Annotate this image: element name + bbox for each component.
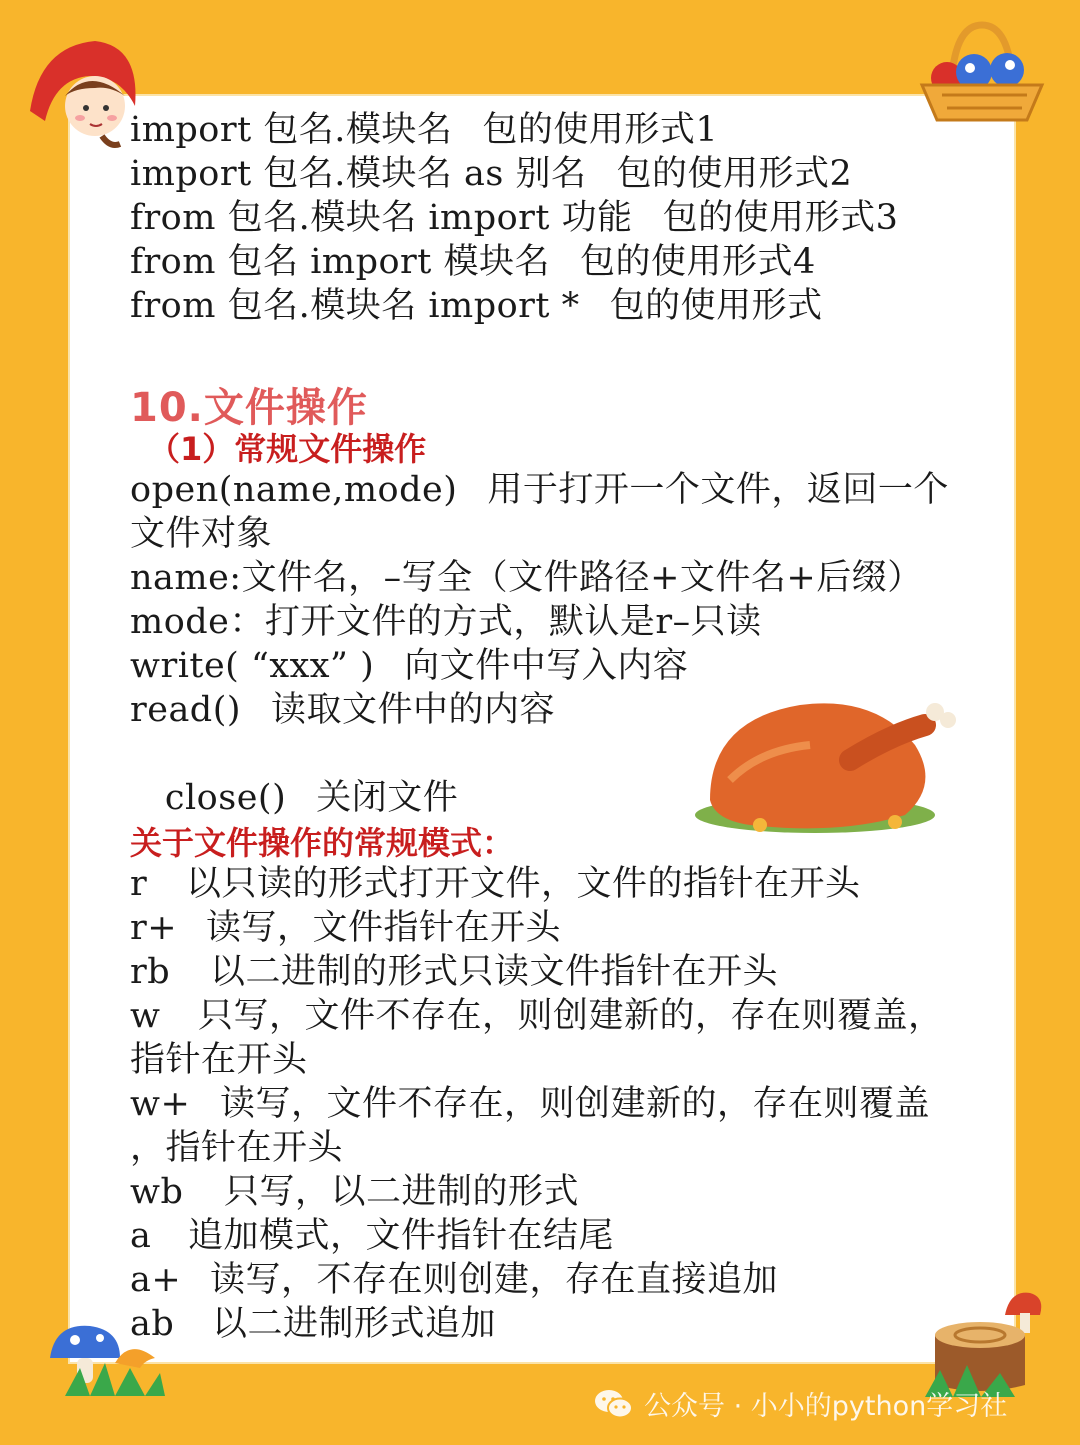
import-form-desc: 包的使用形式4 — [579, 242, 816, 282]
import-form-desc: 包的使用形式3 — [662, 198, 899, 238]
mode-desc: 以二进制的形式只读文件指针在开头 — [210, 952, 779, 992]
import-form-code: import 包名.模块名 — [130, 110, 453, 150]
roast-turkey-icon — [690, 690, 965, 845]
mode-row — [130, 1082, 930, 1126]
mode-row — [130, 950, 778, 994]
tree-stump-icon — [915, 1285, 1050, 1400]
file-op-code: open(name,mode) — [130, 470, 458, 510]
file-op-desc: 用于打开一个文件，返回一个 — [487, 470, 949, 510]
mode-key: r+ — [130, 908, 178, 948]
file-op-write — [130, 644, 688, 688]
mode-key: w+ — [130, 1084, 191, 1124]
file-op-desc: 关闭文件 — [316, 778, 459, 818]
mode-desc: 只写，以二进制的形式 — [224, 1172, 580, 1212]
import-form-desc: 包的使用形式1 — [482, 110, 719, 150]
mode-row — [130, 1214, 614, 1258]
mode-row-cont — [130, 1126, 343, 1170]
import-form-5 — [130, 284, 823, 328]
mode-desc: ，指针在开头 — [130, 1128, 344, 1168]
file-op-close — [130, 732, 458, 820]
mode-key: rb — [130, 952, 171, 992]
mode-key: a+ — [130, 1260, 182, 1300]
import-form-code: import 包名.模块名 as 别名 — [130, 154, 587, 194]
mode-desc: 以只读的形式打开文件，文件的指针在开头 — [186, 864, 861, 904]
fruit-basket-icon — [912, 20, 1052, 130]
mode-row — [130, 994, 944, 1038]
file-op-open-cont — [130, 512, 272, 556]
import-form-2 — [130, 152, 852, 196]
mode-key: a — [130, 1216, 152, 1256]
file-op-code: write( “xxx” ) — [130, 646, 375, 686]
file-op-desc: 向文件中写入内容 — [404, 646, 689, 686]
import-form-3 — [130, 196, 898, 240]
mode-key: ab — [130, 1304, 175, 1344]
wechat-icon — [594, 1388, 634, 1420]
mode-row-cont — [130, 1038, 308, 1082]
mode-key: r — [130, 864, 148, 904]
import-form-1 — [130, 108, 718, 152]
mode-row — [130, 1170, 579, 1214]
mode-key: wb — [130, 1172, 184, 1212]
mode-row — [130, 1302, 496, 1346]
mode-row — [130, 906, 561, 950]
mode-row — [130, 862, 861, 906]
watermark — [594, 1384, 1007, 1423]
import-form-code: from 包名.模块名 import * — [130, 286, 580, 326]
import-form-code: from 包名.模块名 import 功能 — [130, 198, 633, 238]
file-op-code: name:文件名，–写全（文件路径+文件名+后缀） — [130, 558, 923, 598]
file-op-read — [130, 688, 555, 732]
section-title: 10.文件操作 — [130, 385, 368, 431]
mode-row — [130, 1258, 778, 1302]
file-op-name — [130, 556, 923, 600]
import-form-desc: 包的使用形式 — [609, 286, 823, 326]
import-form-desc: 包的使用形式2 — [616, 154, 853, 194]
mode-desc: 以二进制形式追加 — [212, 1304, 497, 1344]
mode-key: w — [130, 996, 161, 1036]
modes-title: 关于文件操作的常规模式： — [130, 824, 515, 862]
mode-desc: 只写，文件不存在，则创建新的，存在则覆盖， — [198, 996, 944, 1036]
section-subtitle: （1）常规文件操作 — [148, 430, 427, 468]
mode-desc: 读写，不存在则创建，存在直接追加 — [210, 1260, 779, 1300]
mode-desc: 读写，文件不存在，则创建新的，存在则覆盖 — [220, 1084, 931, 1124]
file-op-code: read() — [130, 690, 242, 730]
file-op-mode — [130, 600, 762, 644]
file-op-code: mode：打开文件的方式，默认是r–只读 — [130, 602, 762, 642]
watermark-text: 公众号 · 小小的python学习社 — [644, 1391, 1008, 1422]
mode-desc: 追加模式，文件指针在结尾 — [188, 1216, 615, 1256]
mode-desc: 指针在开头 — [130, 1040, 308, 1080]
file-op-open — [130, 468, 949, 512]
file-op-desc: 读取文件中的内容 — [271, 690, 556, 730]
file-op-desc: 文件对象 — [130, 514, 273, 554]
girl-red-hood-icon — [20, 36, 145, 151]
mode-desc: 读写，文件指针在开头 — [206, 908, 562, 948]
file-op-code: close() — [153, 778, 287, 818]
import-form-code: from 包名 import 模块名 — [130, 242, 550, 282]
import-form-4 — [130, 240, 816, 284]
